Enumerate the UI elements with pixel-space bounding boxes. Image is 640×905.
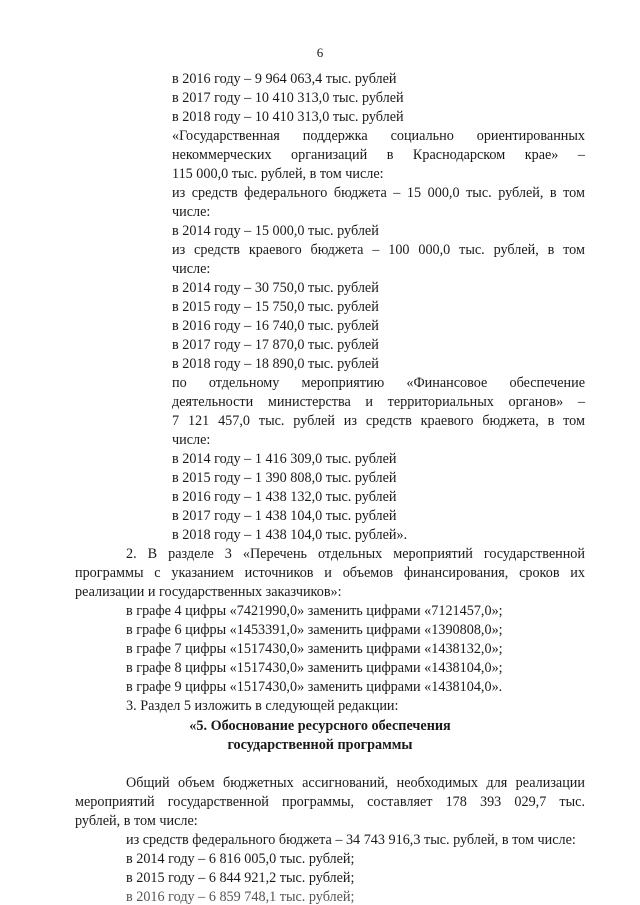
measure-line: числе: [172,432,211,448]
total-line: мероприятий государственной программы, составляет 178 393 029,7 тыс. [75,794,585,810]
year-line: в 2015 году – 6 844 921,2 тыс. рублей; [126,870,355,886]
measure-line: по отдельному мероприятию «Финансовое обеспечение [172,375,585,391]
replacement-line: в графе 6 цифры «1453391,0» заменить цифрами «1390808,0»; [126,622,503,638]
year-line: в 2016 году – 9 964 063,4 тыс. рублей [172,71,397,87]
regional-line: из средств краевого бюджета – 100 000,0 тыс. рублей, в том [172,242,585,258]
year-line: в 2015 году – 15 750,0 тыс. рублей [172,299,379,315]
regional-line: числе: [172,261,211,277]
item-2-line: 2. В разделе 3 «Перечень отдельных мероприятий государственной [126,546,585,562]
year-line: в 2016 году – 6 859 748,1 тыс. рублей; [126,889,355,905]
year-line: в 2017 году – 10 410 313,0 тыс. рублей [172,90,404,106]
year-line: в 2016 году – 1 438 132,0 тыс. рублей [172,489,397,505]
program-title-line: 115 000,0 тыс. рублей, в том числе: [172,166,384,182]
year-line: в 2018 году – 18 890,0 тыс. рублей [172,356,379,372]
program-title-line: некоммерческих организаций в Краснодарском крае» – [172,147,585,163]
section-title: «5. Обоснование ресурсного обеспечения [189,718,451,734]
federal-total-line: из средств федерального бюджета – 34 743 916,3 тыс. рублей, в том числе: [126,832,576,848]
year-line: в 2014 году – 1 416 309,0 тыс. рублей [172,451,397,467]
federal-line: числе: [172,204,211,220]
federal-line: из средств федерального бюджета – 15 000,0 тыс. рублей, в том [172,185,585,201]
year-line: в 2015 году – 1 390 808,0 тыс. рублей [172,470,397,486]
year-line: в 2016 году – 16 740,0 тыс. рублей [172,318,379,334]
year-line: в 2014 году – 30 750,0 тыс. рублей [172,280,379,296]
item-2-line: реализации и государственных заказчиков»: [75,584,342,600]
year-line: в 2018 году – 1 438 104,0 тыс. рублей». [172,527,408,543]
measure-line: деятельности министерства и территориальных органов» – [172,394,585,410]
total-line: Общий объем бюджетных ассигнований, необходимых для реализации [126,775,585,791]
year-line: в 2017 году – 1 438 104,0 тыс. рублей [172,508,397,524]
year-line: в 2018 году – 10 410 313,0 тыс. рублей [172,109,404,125]
total-line: рублей, в том числе: [75,813,198,829]
year-line: в 2017 году – 17 870,0 тыс. рублей [172,337,379,353]
measure-line: 7 121 457,0 тыс. рублей из средств краевого бюджета, в том [172,413,585,429]
replacement-line: в графе 4 цифры «7421990,0» заменить цифрами «7121457,0»; [126,603,503,619]
replacement-line: в графе 9 цифры «1517430,0» заменить цифрами «1438104,0». [126,679,503,695]
year-line: в 2014 году – 15 000,0 тыс. рублей [172,223,379,239]
replacement-line: в графе 7 цифры «1517430,0» заменить цифрами «1438132,0»; [126,641,503,657]
section-title: государственной программы [227,737,413,753]
page-number: 6 [316,45,324,60]
year-line: в 2014 году – 6 816 005,0 тыс. рублей; [126,851,355,867]
item-3-line: 3. Раздел 5 изложить в следующей редакции: [126,698,399,714]
item-2-line: программы с указанием источников и объемов финансирования, сроков их [75,565,585,581]
program-title-line: «Государственная поддержка социально ориентированных [172,128,585,144]
replacement-line: в графе 8 цифры «1517430,0» заменить цифрами «1438104,0»; [126,660,503,676]
